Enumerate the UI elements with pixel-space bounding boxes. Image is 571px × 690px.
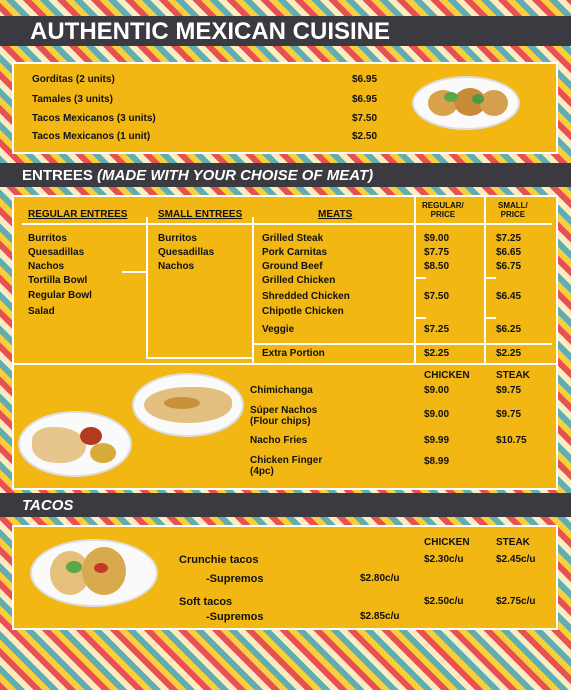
special-chicken-price: $8.99 xyxy=(424,456,450,467)
crunchie-steak-price: $2.45c/u xyxy=(496,554,536,565)
item-name: Tacos Mexicanos (1 unit) xyxy=(32,131,151,142)
quesadilla-plate-image-2 xyxy=(132,373,244,437)
small-entree: Nachos xyxy=(158,261,195,272)
special-chicken-price: $9.00 xyxy=(424,385,450,396)
extra-portion-regular: $2.25 xyxy=(424,348,450,359)
item-name: Gorditas (2 units) xyxy=(32,74,115,85)
regular-price: $9.00 xyxy=(424,233,450,244)
special-chicken-price: $9.99 xyxy=(424,435,450,446)
special-name: Chicken Finger xyxy=(250,455,323,466)
regular-price: $7.25 xyxy=(424,324,450,335)
specials-col-chicken: CHICKEN xyxy=(424,370,470,381)
crunchie-supremos: -Supremos xyxy=(206,573,264,585)
item-price: $2.50 xyxy=(352,131,378,142)
soft-supremos: -Supremos xyxy=(206,611,264,623)
regular-price: $8.50 xyxy=(424,261,450,272)
regular-entree: Burritos xyxy=(28,233,67,244)
special-chicken-price: $9.00 xyxy=(424,409,450,420)
top-items-panel xyxy=(12,62,558,154)
special-steak-price: $9.75 xyxy=(496,409,522,420)
regular-price: $7.75 xyxy=(424,247,450,258)
regular-price: $7.50 xyxy=(424,291,450,302)
soft-chicken-price: $2.50c/u xyxy=(424,596,464,607)
item-name: Tacos Mexicanos (3 units) xyxy=(32,113,156,124)
small-price: $7.25 xyxy=(496,233,522,244)
small-entree: Quesadillas xyxy=(158,247,215,258)
meat-item: Shredded Chicken xyxy=(262,291,350,302)
special-steak-price: $10.75 xyxy=(496,435,527,446)
col-meats: MEATS xyxy=(318,209,353,220)
soft-supremos-price: $2.85c/u xyxy=(360,611,400,622)
small-price: $6.75 xyxy=(496,261,522,272)
col-small-price: SMALL/ PRICE xyxy=(498,201,528,219)
extra-portion-label: Extra Portion xyxy=(262,348,325,359)
regular-entree: Regular Bowl xyxy=(28,290,92,301)
item-price: $6.95 xyxy=(352,94,378,105)
regular-entree: Salad xyxy=(28,306,55,317)
item-price: $7.50 xyxy=(352,113,378,124)
meat-item: Ground Beef xyxy=(262,261,323,272)
specials-col-steak: STEAK xyxy=(496,370,530,381)
tacos-band xyxy=(0,493,571,517)
regular-entree: Tortilla Bowl xyxy=(28,275,88,286)
meat-item: Grilled Chicken xyxy=(262,275,336,286)
special-name: Nacho Fries xyxy=(250,435,308,446)
entrees-heading: ENTREES xyxy=(22,167,93,184)
meat-item: Pork Carnitas xyxy=(262,247,328,258)
item-name: Tamales (3 units) xyxy=(32,94,113,105)
page-title: AUTHENTIC MEXICAN CUISINE xyxy=(30,18,391,45)
entrees-band xyxy=(0,163,571,187)
meat-item: Grilled Steak xyxy=(262,233,324,244)
regular-entree: Quesadillas xyxy=(28,247,85,258)
tacos-plate-image-2 xyxy=(30,539,158,607)
small-price: $6.45 xyxy=(496,291,522,302)
col-small-entrees: SMALL ENTREES xyxy=(158,209,243,220)
small-price: $6.25 xyxy=(496,324,522,335)
col-regular-price: REGULAR/ PRICE xyxy=(422,201,464,219)
tacos-plate-image xyxy=(412,76,520,130)
tacos-title: TACOS xyxy=(22,497,74,514)
soft-tacos-name: Soft tacos xyxy=(179,596,233,608)
special-steak-price: $9.75 xyxy=(496,385,522,396)
item-price: $6.95 xyxy=(352,74,378,85)
crunchie-supremos-price: $2.80c/u xyxy=(360,573,400,584)
soft-steak-price: $2.75c/u xyxy=(496,596,536,607)
header-band xyxy=(0,16,571,46)
entrees-title xyxy=(22,167,373,184)
quesadilla-plate-image xyxy=(18,411,132,477)
special-name: Chimichanga xyxy=(250,385,313,396)
entrees-subtitle: (MADE WITH YOUR CHOISE OF MEAT) xyxy=(97,167,374,184)
small-price: $6.65 xyxy=(496,247,522,258)
extra-portion-small: $2.25 xyxy=(496,348,522,359)
crunchie-tacos-name: Crunchie tacos xyxy=(179,554,259,566)
regular-entree: Nachos xyxy=(28,261,65,272)
special-name-detail: (Flour chips) xyxy=(250,416,311,427)
crunchie-chicken-price: $2.30c/u xyxy=(424,554,464,565)
meat-item: Chipotle Chicken xyxy=(262,306,344,317)
small-entree: Burritos xyxy=(158,233,197,244)
tacos-panel xyxy=(12,525,558,630)
special-name: Súper Nachos xyxy=(250,405,318,416)
col-regular-entrees: REGULAR ENTREES xyxy=(28,209,128,220)
entrees-panel xyxy=(12,195,558,490)
special-name-detail: (4pc) xyxy=(250,466,274,477)
meat-item: Veggie xyxy=(262,324,295,335)
tacos-col-chicken: CHICKEN xyxy=(424,537,470,548)
tacos-col-steak: STEAK xyxy=(496,537,530,548)
